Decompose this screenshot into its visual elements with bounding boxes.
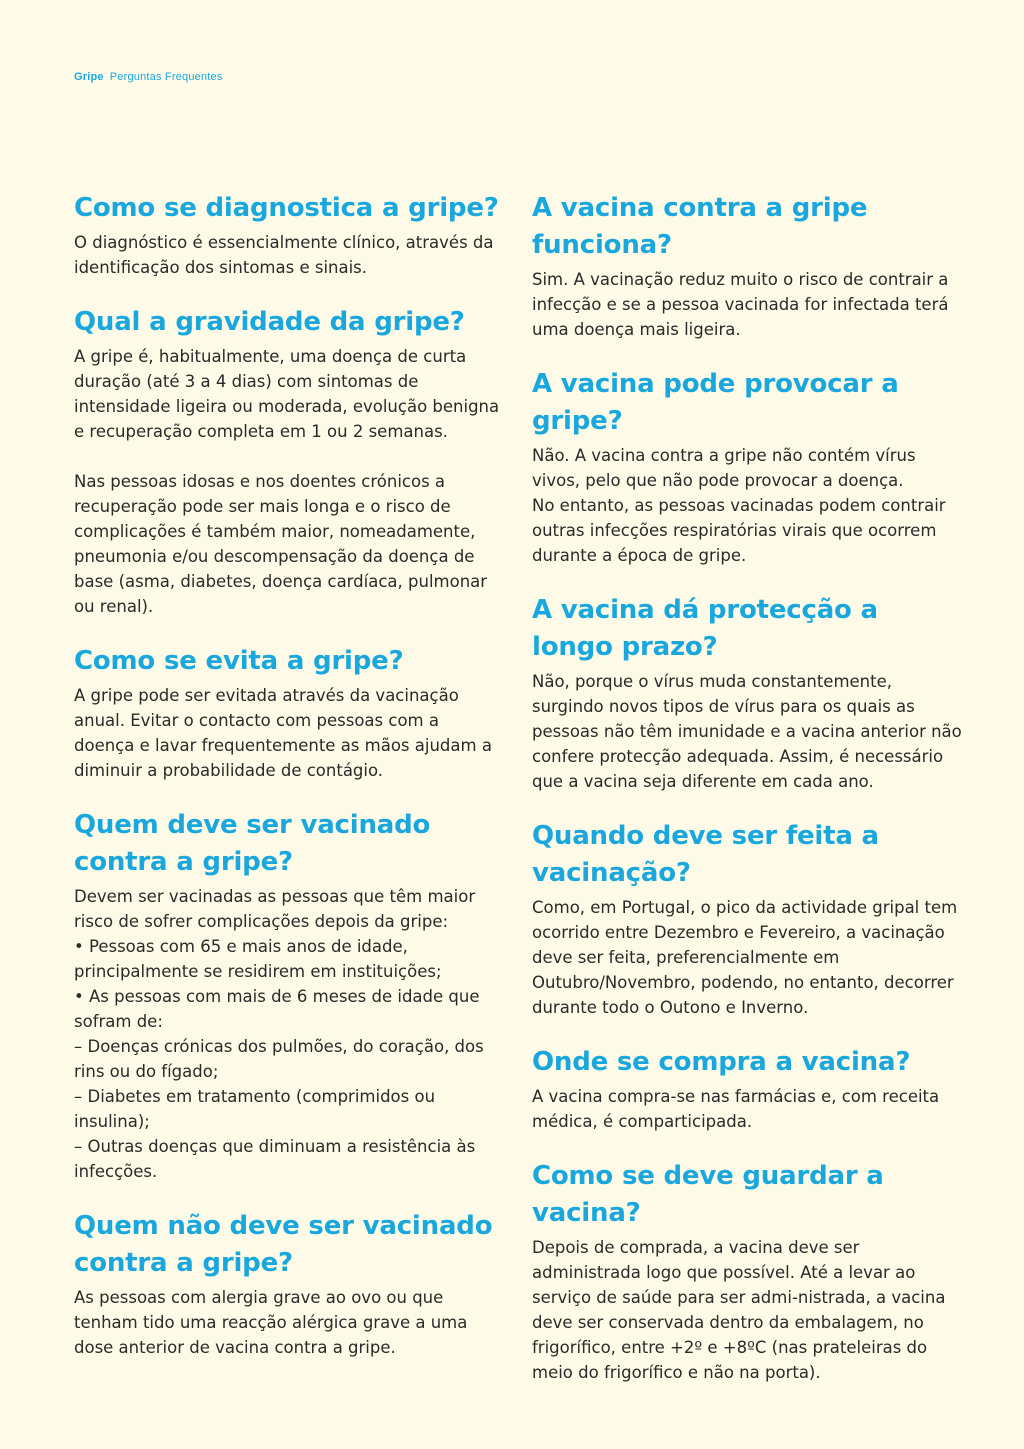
question-heading: Qual a gravidade da gripe? xyxy=(74,307,465,337)
faq-vacina-funciona xyxy=(532,190,962,342)
answer-paragraph: Nas pessoas idosas e nos doentes crónicos a recuperação pode ser mais longa e o risco de complicações é também maior, nomeadamente, pneumonia e/ou descompensação da doença de base (asma, diabetes, doença cardíaca, pulmonar ou renal). xyxy=(74,472,488,616)
answer-paragraph: Devem ser vacinadas as pessoas que têm maior risco de sofrer complicações depois da gripe: xyxy=(74,887,476,931)
running-header xyxy=(74,71,223,83)
answer-paragraph: As pessoas com alergia grave ao ovo ou que tenham tido uma reacção alérgica grave a uma dose anterior de vacina contra a gripe. xyxy=(74,1288,468,1357)
question-heading: Onde se compra a vacina? xyxy=(532,1047,911,1077)
question-heading: Quem deve ser vacinado contra a gripe? xyxy=(74,810,431,877)
answer-paragraph: Sim. A vacinação reduz muito o risco de contrair a infecção e se a pessoa vacinada for infectada terá uma doença mais ligeira. xyxy=(532,270,949,339)
answer-paragraph: O diagnóstico é essencialmente clínico, através da identificação dos sintomas e sinais. xyxy=(74,233,494,277)
question-heading: A vacina pode provocar a gripe? xyxy=(532,369,899,436)
faq-diagnostico xyxy=(74,190,504,280)
answer-paragraph: A gripe é, habitualmente, uma doença de curta duração (até 3 a 4 dias) com sintomas de intensidade ligeira ou moderada, evolução benigna e recuperação completa em 1 ou 2 semanas. xyxy=(74,347,500,441)
faq-gravidade xyxy=(74,304,504,619)
answer-paragraph: Não. A vacina contra a gripe não contém vírus vivos, pelo que não pode provocar a doença. xyxy=(532,446,916,490)
answer-paragraph: A vacina compra-se nas farmácias e, com receita médica, é comparticipada. xyxy=(532,1087,940,1131)
faq-quando-vacinar xyxy=(532,818,962,1020)
header-brand: Gripe xyxy=(74,71,104,83)
left-column xyxy=(74,190,504,1384)
question-heading: Quem não deve ser vacinado contra a gripe? xyxy=(74,1211,493,1278)
right-column xyxy=(532,190,962,1409)
faq-onde-comprar xyxy=(532,1044,962,1134)
list-item: – Outras doenças que diminuam a resistência às infecções. xyxy=(74,1137,476,1181)
answer-paragraph: No entanto, as pessoas vacinadas podem contrair outras infecções respiratórias virais que ocorrem durante a época de gripe. xyxy=(532,496,946,565)
list-item: – Doenças crónicas dos pulmões, do coração, dos rins ou do fígado; xyxy=(74,1037,484,1081)
faq-como-guardar xyxy=(532,1158,962,1385)
question-heading: A vacina contra a gripe funciona? xyxy=(532,193,868,260)
question-heading: Como se evita a gripe? xyxy=(74,646,404,676)
faq-quem-vacinar xyxy=(74,807,504,1184)
question-heading: A vacina dá protecção a longo prazo? xyxy=(532,595,878,662)
list-item: • Pessoas com 65 e mais anos de idade, principalmente se residirem em instituições; xyxy=(74,937,442,981)
answer-paragraph: A gripe pode ser evitada através da vacinação anual. Evitar o contacto com pessoas com a doença e lavar frequentemente as mãos ajudam a diminuir a probabilidade de contágio. xyxy=(74,686,492,780)
faq-evitar xyxy=(74,643,504,783)
faq-protecao-prazo xyxy=(532,592,962,794)
answer-paragraph: Como, em Portugal, o pico da actividade gripal tem ocorrido entre Dezembro e Fevereiro, a vacinação deve ser feita, preferencialmente em Outubro/Novembro, podendo, no entanto, decorrer durante todo o Outono e Inverno. xyxy=(532,898,958,1017)
answer-paragraph: Depois de comprada, a vacina deve ser administrada logo que possível. Até a levar ao serviço de saúde para ser admi-nistrada, a vacina deve ser conservada dentro da embalagem, no frigorífico, entre +2º e +8ºC (nas prateleiras do meio do frigorífico e não na porta). xyxy=(532,1238,946,1382)
question-heading: Quando deve ser feita a vacinação? xyxy=(532,821,879,888)
question-heading: Como se deve guardar a vacina? xyxy=(532,1161,884,1228)
answer-paragraph: Não, porque o vírus muda constantemente, surgindo novos tipos de vírus para os quais as pessoas não têm imunidade e a vacina anterior não confere protecção adequada. Assim, é necessário que a vacina seja diferente em cada ano. xyxy=(532,672,962,791)
list-item: • As pessoas com mais de 6 meses de idade que sofram de: xyxy=(74,987,480,1031)
faq-vacina-provoca xyxy=(532,366,962,568)
faq-quem-nao-vacinar xyxy=(74,1208,504,1360)
question-heading: Como se diagnostica a gripe? xyxy=(74,193,499,223)
header-subtitle: Perguntas Frequentes xyxy=(109,71,223,83)
list-item: – Diabetes em tratamento (comprimidos ou insulina); xyxy=(74,1087,436,1131)
